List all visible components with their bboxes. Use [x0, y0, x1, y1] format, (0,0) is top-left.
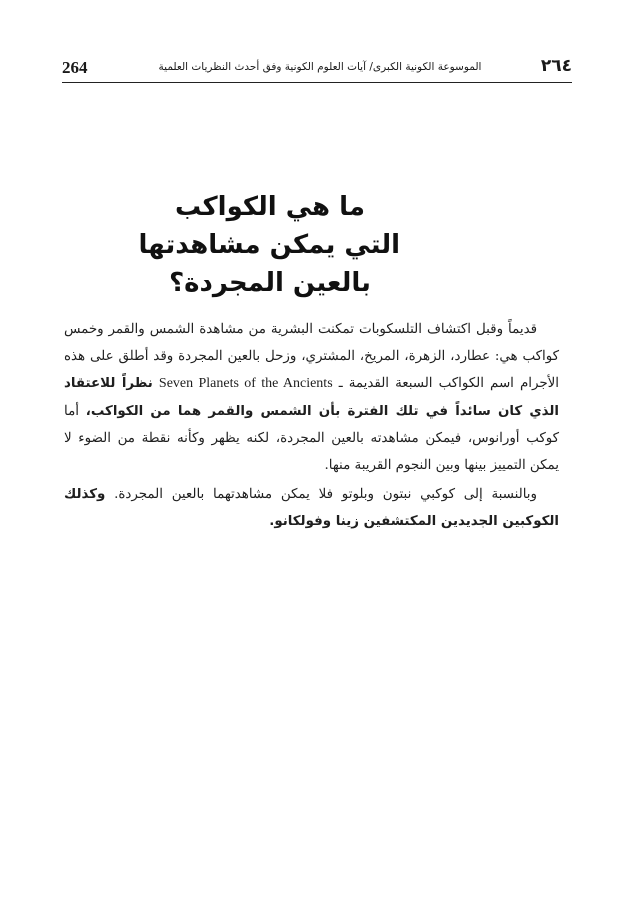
article-body	[64, 316, 559, 536]
running-header	[62, 56, 572, 83]
paragraph-1	[64, 316, 559, 479]
page-number-latin: 264	[62, 58, 88, 77]
paragraph-1-bold: نظراً للاعتقاد الذي كان سائداً في تلك الفترة بأن الشمس والقمر هما من الكواكب،	[64, 376, 559, 419]
paragraph-1-text: قديماً وقبل اكتشاف التلسكوبات تمكنت البشرية من مشاهدة الشمس والقمر وخمس كواكب هي: عطارد، الزهرة، المريخ، المشتري، وزحل بالعين المجردة وقد أطلق على هذه الأجرام اسم الكواكب السبعة القديمة ـ	[64, 322, 560, 392]
title-line-2: التي يمكن مشاهدتها	[138, 230, 400, 260]
paragraph-2	[64, 481, 559, 535]
latin-term: Seven Planets of the Ancients	[158, 376, 333, 392]
paragraph-1-rest: أما كوكب أورانوس، فيمكن مشاهدته بالعين المجردة، لكنه يظهر وكأنه نقطة من الضوء لا يمكن التمييز بينها وبين النجوم القريبة منها.	[64, 403, 559, 474]
page-number-arabic: ٢٦٤	[540, 56, 572, 76]
running-title: الموسوعة الكونية الكبرى/ آيات العلوم الكونية وفق أحدث النظريات العلمية	[158, 61, 482, 73]
title-line-3: بالعين المجردة؟	[169, 268, 371, 298]
article-title	[140, 188, 400, 302]
title-line-1: ما هي الكواكب	[175, 192, 365, 222]
paragraph-2-bold: وكذلك الكوكبين الجديدين المكتشفين زينا وفولكانو.	[64, 487, 559, 530]
paragraph-2-text: وبالنسبة إلى كوكبي نبتون وبلوتو فلا يمكن مشاهدتهما بالعين المجردة.	[114, 487, 538, 503]
